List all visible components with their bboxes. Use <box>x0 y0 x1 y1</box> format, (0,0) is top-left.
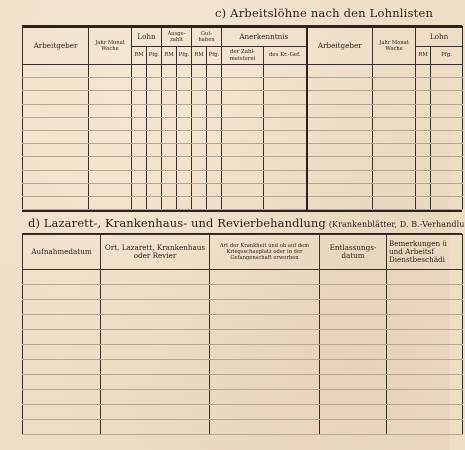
section-d-subtitle: (Krankenblätter, D. B.-Verhandlu <box>328 220 465 229</box>
wages-rows <box>23 65 463 210</box>
section-d-title <box>28 216 465 230</box>
section-c-title: c) Arbeitslöhne nach den Lohnlisten <box>215 6 434 20</box>
col-lohn-1: Lohn <box>132 27 162 47</box>
table-row <box>23 91 463 104</box>
table-row <box>23 420 463 435</box>
col-anerkenntnis: Anerkenntnis <box>222 27 307 47</box>
table-row <box>23 78 463 91</box>
col-guthaben-rm: RM <box>192 47 207 65</box>
col-bemerkungen: Bemerkungen ü und Arbeitsf Dienstbeschädi <box>387 235 463 270</box>
col-lohn-rm-1: RM <box>132 47 147 65</box>
col-guthaben-pfg: Pfg. <box>207 47 222 65</box>
col-lohn-pfg-1: Pfg. <box>147 47 162 65</box>
table-row <box>23 157 463 170</box>
table-row <box>23 300 463 315</box>
table-row <box>23 315 463 330</box>
col-jahr-monat-woche-1: Jahr Monat Woche <box>89 27 132 65</box>
table-row <box>23 130 463 143</box>
table-row <box>23 65 463 78</box>
col-entlassungsdatum: Entlassungs- datum <box>320 235 387 270</box>
col-lohn-rm-2: RM <box>416 47 431 65</box>
table-row <box>23 144 463 157</box>
table-row <box>23 117 463 130</box>
col-lohn-pfg-2: Pfg. <box>431 47 463 65</box>
col-arbeitgeber-2: Arbeitgeber <box>307 27 373 65</box>
section-c-bottom-rule <box>22 210 462 212</box>
wages-table <box>22 26 463 210</box>
col-ausgezahlt-rm: RM <box>162 47 177 65</box>
col-der-zahlmeisterei: der Zahl- meisterei <box>222 47 264 65</box>
hospital-table <box>22 234 463 435</box>
col-ausgezahlt: Ausge- zahlt <box>162 27 192 47</box>
col-art-krankheit: Art der Krankheit und ob auf dem Kriegsschauplatz oder in der Gefangenschaft erworben <box>210 235 320 270</box>
table-row <box>23 270 463 285</box>
table-row <box>23 405 463 420</box>
col-guthaben: Gut- haben <box>192 27 222 47</box>
col-des-kr-gef: des Kr.-Gef. <box>264 47 307 65</box>
table-row <box>23 104 463 117</box>
col-jahr-monat-woche-2: Jahr Monat Woche <box>373 27 416 65</box>
table-row <box>23 345 463 360</box>
table-row <box>23 375 463 390</box>
table-row <box>23 183 463 196</box>
col-ausgezahlt-pfg: Pfg. <box>177 47 192 65</box>
table-row <box>23 360 463 375</box>
section-d-title-text: d) Lazarett-, Krankenhaus- und Revierbehandlung <box>28 216 326 230</box>
col-ort: Ort, Lazarett, Krankenhaus oder Revier <box>101 235 210 270</box>
col-aufnahmedatum: Aufnahmedatum <box>23 235 101 270</box>
table-row <box>23 330 463 345</box>
table-row <box>23 196 463 209</box>
col-arbeitgeber-1: Arbeitgeber <box>23 27 89 65</box>
table-row <box>23 390 463 405</box>
hospital-rows <box>23 270 463 435</box>
table-row <box>23 170 463 183</box>
table-row <box>23 285 463 300</box>
col-lohn-2: Lohn <box>416 27 463 47</box>
